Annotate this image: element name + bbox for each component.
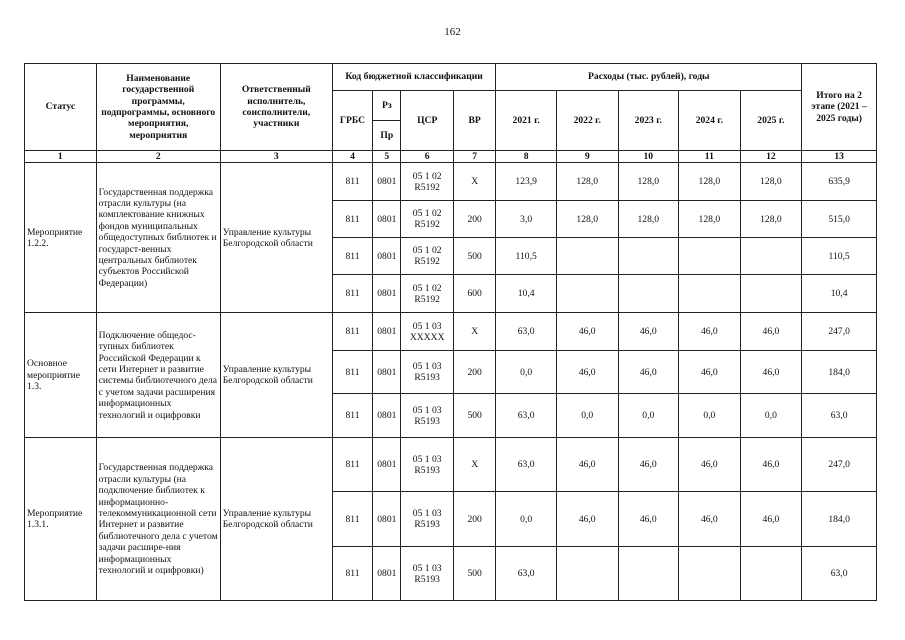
rzpr-cell: 0801 <box>373 238 401 275</box>
value-2022 <box>556 547 618 601</box>
rzpr-cell: 0801 <box>373 547 401 601</box>
col-number: 3 <box>220 151 332 163</box>
value-2023: 0,0 <box>618 394 679 438</box>
value-2022 <box>556 238 618 275</box>
total-cell: 10,4 <box>802 275 877 313</box>
value-2025: 46,0 <box>740 313 802 351</box>
value-2023: 46,0 <box>618 492 679 547</box>
header-name: Наименование государственной программы, подпрограммы, основного мероприятия, мероприятия <box>96 64 220 151</box>
value-2025: 128,0 <box>740 201 802 238</box>
vr-cell: 500 <box>453 547 495 601</box>
executor-cell: Управление культуры Белгородской области <box>220 163 332 313</box>
value-2025: 128,0 <box>740 163 802 201</box>
total-cell: 247,0 <box>802 438 877 492</box>
csr-cell: 05 1 03 XXXXX <box>401 313 453 351</box>
col-number: 8 <box>496 151 557 163</box>
value-2025: 46,0 <box>740 438 802 492</box>
rzpr-cell: 0801 <box>373 351 401 394</box>
col-number: 4 <box>332 151 372 163</box>
value-2024 <box>679 547 741 601</box>
col-number: 11 <box>679 151 741 163</box>
value-2024 <box>679 238 741 275</box>
csr-cell: 05 1 03 R5193 <box>401 438 453 492</box>
value-2022: 128,0 <box>556 201 618 238</box>
col-number: 9 <box>556 151 618 163</box>
value-2023 <box>618 275 679 313</box>
header-executor: Ответственный исполнитель, соисполнители, участники <box>220 64 332 151</box>
vr-cell: 500 <box>453 394 495 438</box>
csr-cell: 05 1 02 R5192 <box>401 201 453 238</box>
grbs-cell: 811 <box>332 351 372 394</box>
value-2021: 10,4 <box>496 275 557 313</box>
name-cell: Государственная поддержка отрасли культуры (на комплектование книжных фондов муниципальных общедоступных библиотек и государст-венных центральных библиотек субъектов Российской Федерации) <box>96 163 220 313</box>
grbs-cell: 811 <box>332 163 372 201</box>
vr-cell: 200 <box>453 492 495 547</box>
value-2022: 46,0 <box>556 313 618 351</box>
value-2021: 63,0 <box>496 547 557 601</box>
total-cell: 184,0 <box>802 351 877 394</box>
status-cell: Основное мероприятие 1.3. <box>25 313 97 438</box>
total-cell: 515,0 <box>802 201 877 238</box>
grbs-cell: 811 <box>332 438 372 492</box>
value-2022: 46,0 <box>556 351 618 394</box>
csr-cell: 05 1 03 R5193 <box>401 394 453 438</box>
csr-cell: 05 1 02 R5192 <box>401 275 453 313</box>
col-number: 5 <box>373 151 401 163</box>
csr-cell: 05 1 02 R5192 <box>401 238 453 275</box>
value-2023: 128,0 <box>618 163 679 201</box>
total-cell: 635,9 <box>802 163 877 201</box>
value-2023: 46,0 <box>618 351 679 394</box>
vr-cell: X <box>453 163 495 201</box>
budget-table <box>24 63 877 601</box>
col-number: 7 <box>453 151 495 163</box>
value-2021: 0,0 <box>496 492 557 547</box>
value-2023 <box>618 238 679 275</box>
name-cell: Государственная поддержка отрасли культуры (на подключение библиотек к информационно-телекоммуникационной сети Интернет и развитие библиотечного дела с учетом задачи расшире-ния информационных технологий и оцифровки) <box>96 438 220 601</box>
col-number: 6 <box>401 151 453 163</box>
csr-cell: 05 1 03 R5193 <box>401 351 453 394</box>
value-2023 <box>618 547 679 601</box>
header-year-2025: 2025 г. <box>740 91 802 151</box>
vr-cell: 200 <box>453 201 495 238</box>
executor-cell: Управление культуры Белгородской области <box>220 438 332 601</box>
vr-cell: X <box>453 438 495 492</box>
value-2021: 3,0 <box>496 201 557 238</box>
value-2024: 46,0 <box>679 351 741 394</box>
value-2024: 46,0 <box>679 438 741 492</box>
table-row <box>25 163 877 201</box>
rzpr-cell: 0801 <box>373 438 401 492</box>
header-total: Итого на 2 этапе (2021 – 2025 годы) <box>802 64 877 151</box>
value-2023: 128,0 <box>618 201 679 238</box>
grbs-cell: 811 <box>332 275 372 313</box>
col-number: 2 <box>96 151 220 163</box>
header-vr: ВР <box>453 91 495 151</box>
rzpr-cell: 0801 <box>373 394 401 438</box>
col-number: 13 <box>802 151 877 163</box>
value-2024: 128,0 <box>679 201 741 238</box>
header-status: Статус <box>25 64 97 151</box>
column-number-row <box>25 151 877 163</box>
value-2023: 46,0 <box>618 438 679 492</box>
value-2025: 46,0 <box>740 492 802 547</box>
total-cell: 63,0 <box>802 394 877 438</box>
rzpr-cell: 0801 <box>373 201 401 238</box>
header-year-2023: 2023 г. <box>618 91 679 151</box>
value-2022: 128,0 <box>556 163 618 201</box>
value-2024: 46,0 <box>679 492 741 547</box>
table-body <box>25 163 877 601</box>
value-2025: 46,0 <box>740 351 802 394</box>
total-cell: 247,0 <box>802 313 877 351</box>
value-2022: 0,0 <box>556 394 618 438</box>
grbs-cell: 811 <box>332 201 372 238</box>
value-2022: 46,0 <box>556 492 618 547</box>
vr-cell: 500 <box>453 238 495 275</box>
rzpr-cell: 0801 <box>373 492 401 547</box>
total-cell: 110,5 <box>802 238 877 275</box>
status-cell: Мероприятие 1.2.2. <box>25 163 97 313</box>
value-2025 <box>740 238 802 275</box>
vr-cell: 200 <box>453 351 495 394</box>
value-2024: 128,0 <box>679 163 741 201</box>
grbs-cell: 811 <box>332 547 372 601</box>
header-expenses: Расходы (тыс. рублей), годы <box>496 64 802 91</box>
value-2024: 0,0 <box>679 394 741 438</box>
executor-cell: Управление культуры Белгородской области <box>220 313 332 438</box>
total-cell: 63,0 <box>802 547 877 601</box>
header-rz: Рз <box>373 91 401 121</box>
header-pr: Пр <box>373 121 401 151</box>
page-number: 162 <box>444 26 461 38</box>
value-2024: 46,0 <box>679 313 741 351</box>
rzpr-cell: 0801 <box>373 163 401 201</box>
header-grbs: ГРБС <box>332 91 372 151</box>
value-2021: 63,0 <box>496 394 557 438</box>
csr-cell: 05 1 03 R5193 <box>401 492 453 547</box>
table-header <box>25 64 877 163</box>
name-cell: Подключение общедос-тупных библиотек Российской Федерации к сети Интернет и развитие системы библиотечного дела с учетом задачи расширения информационных технологий и оцифровки <box>96 313 220 438</box>
grbs-cell: 811 <box>332 313 372 351</box>
value-2024 <box>679 275 741 313</box>
value-2021: 0,0 <box>496 351 557 394</box>
total-cell: 184,0 <box>802 492 877 547</box>
grbs-cell: 811 <box>332 238 372 275</box>
value-2025: 0,0 <box>740 394 802 438</box>
vr-cell: X <box>453 313 495 351</box>
header-budget-code: Код бюджетной классификации <box>332 64 496 91</box>
col-number: 1 <box>25 151 97 163</box>
table-row <box>25 313 877 351</box>
header-year-2024: 2024 г. <box>679 91 741 151</box>
rzpr-cell: 0801 <box>373 313 401 351</box>
value-2023: 46,0 <box>618 313 679 351</box>
value-2025 <box>740 547 802 601</box>
value-2022: 46,0 <box>556 438 618 492</box>
table-row <box>25 438 877 492</box>
csr-cell: 05 1 02 R5192 <box>401 163 453 201</box>
vr-cell: 600 <box>453 275 495 313</box>
header-csr: ЦСР <box>401 91 453 151</box>
value-2021: 63,0 <box>496 438 557 492</box>
value-2022 <box>556 275 618 313</box>
col-number: 12 <box>740 151 802 163</box>
col-number: 10 <box>618 151 679 163</box>
value-2025 <box>740 275 802 313</box>
value-2021: 110,5 <box>496 238 557 275</box>
value-2021: 123,9 <box>496 163 557 201</box>
header-year-2021: 2021 г. <box>496 91 557 151</box>
status-cell: Мероприятие 1.3.1. <box>25 438 97 601</box>
grbs-cell: 811 <box>332 394 372 438</box>
rzpr-cell: 0801 <box>373 275 401 313</box>
header-year-2022: 2022 г. <box>556 91 618 151</box>
csr-cell: 05 1 03 R5193 <box>401 547 453 601</box>
value-2021: 63,0 <box>496 313 557 351</box>
grbs-cell: 811 <box>332 492 372 547</box>
